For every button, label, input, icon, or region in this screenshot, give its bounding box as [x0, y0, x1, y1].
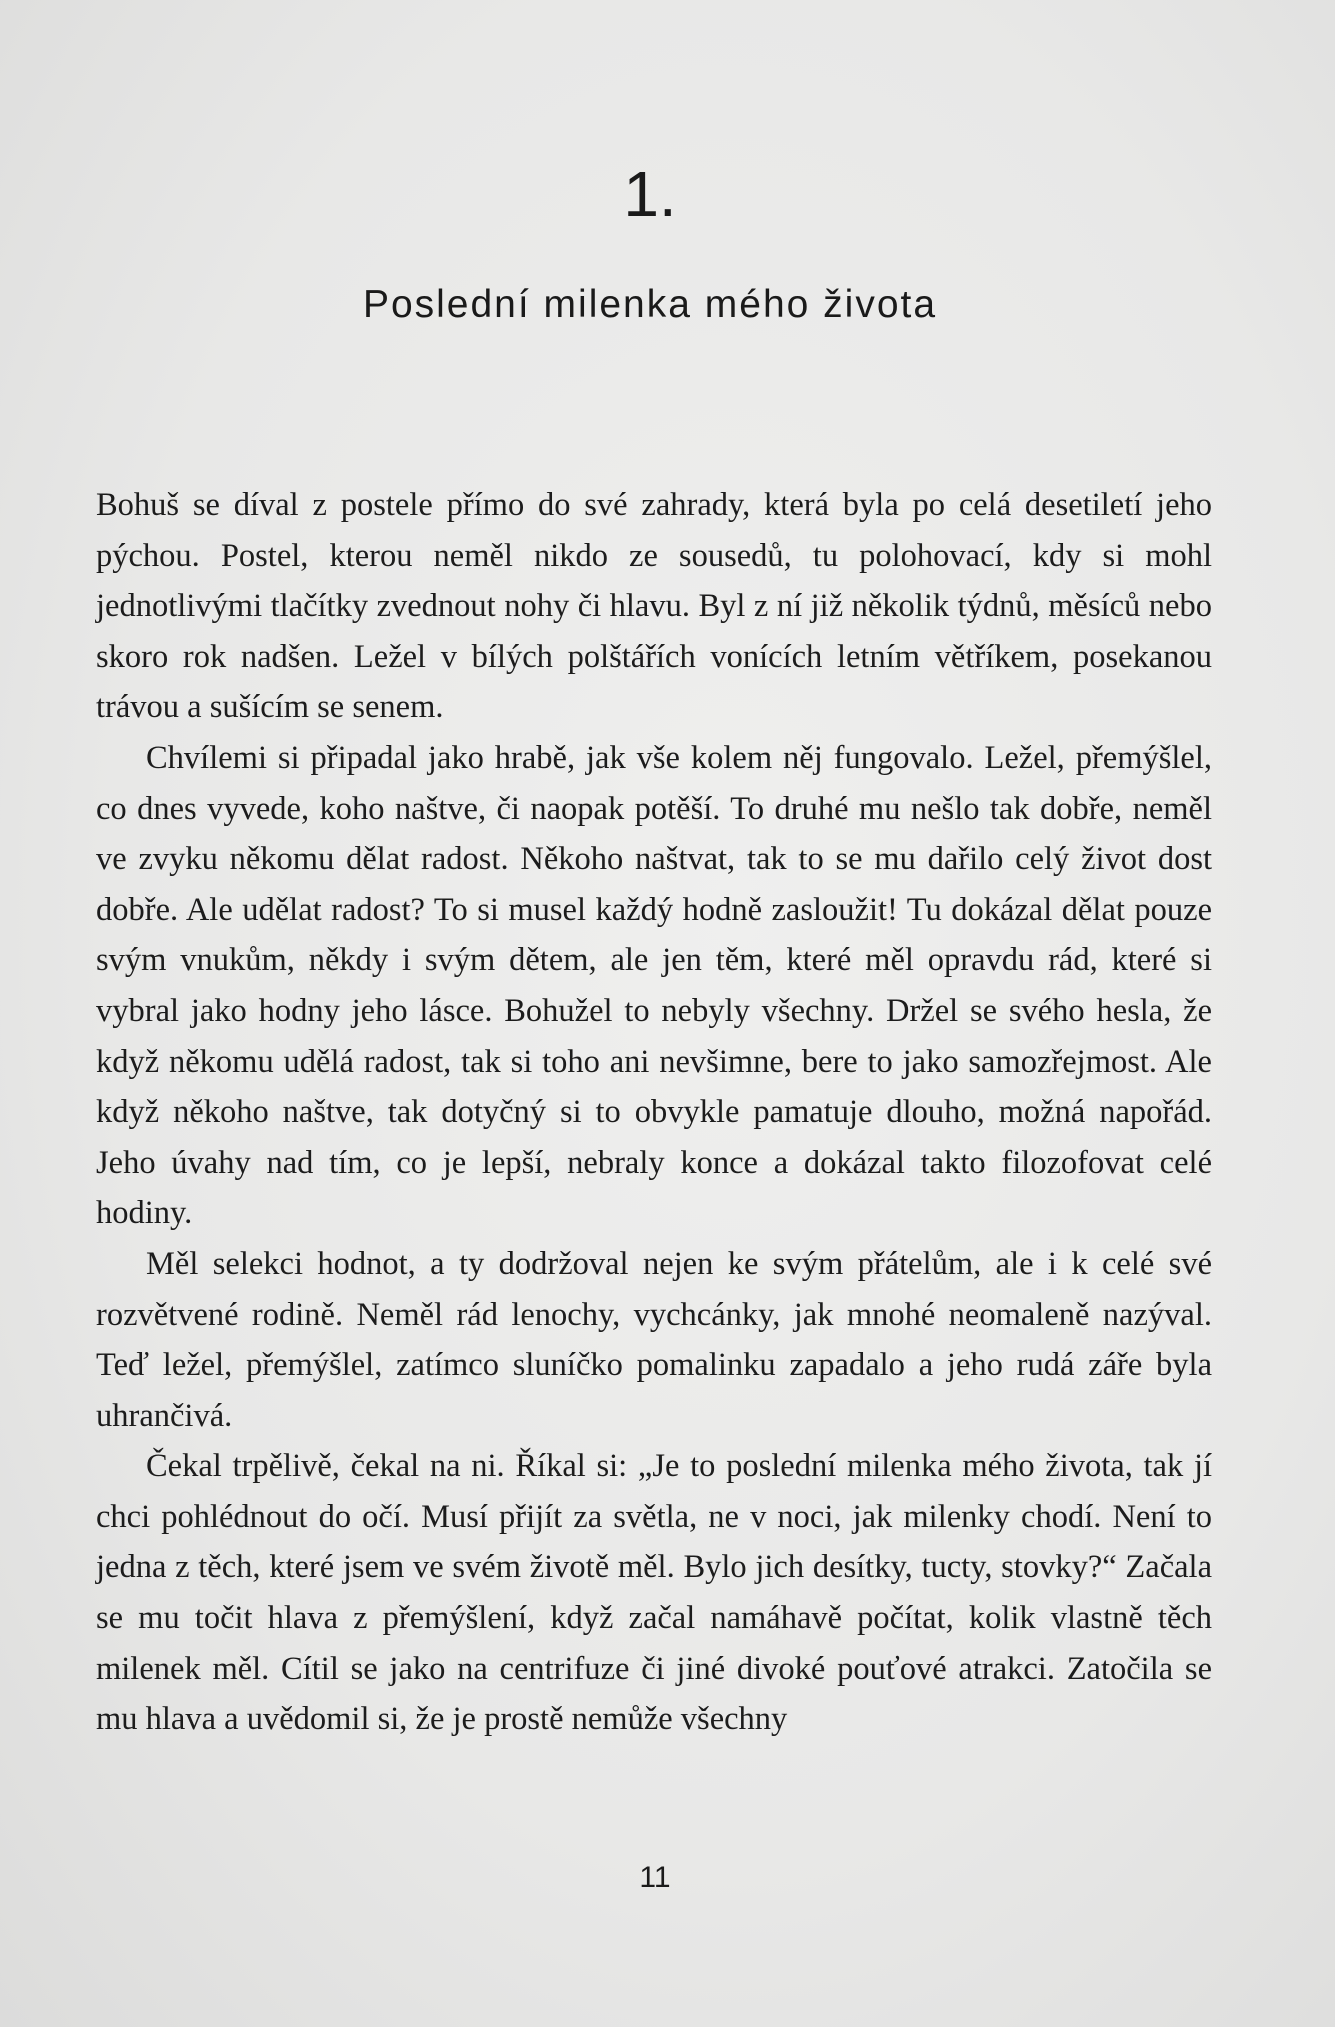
paragraph: Čekal trpělivě, čekal na ni. Říkal si: „Je to poslední milenka mého života, tak jí chci pohlédnout do očí. Musí přijít za světla, ne v noci, jak milenky chodí. Není to jedna z těch, které jsem ve svém životě měl. Bylo jich desítky, tucty, stovky?“ Začala se mu točit hlava z přemýšlení, když začal namáhavě počítat, kolik vlastně těch milenek měl. Cítil se jako na centrifuze či jiné divoké pouťové atrakci. Zatočila se mu hlava a uvědomil si, že je prostě nemůže všechny: [96, 1448, 1212, 1738]
paragraph: Měl selekci hodnot, a ty dodržoval nejen ke svým přátelům, ale i k celé své rozvětvené rodině. Neměl rád lenochy, vychcánky, jak mnohé neomaleně nazýval. Teď ležel, přemýšlel, zatímco sluníčko pomalinku zapadalo a jeho rudá záře byla uhrančivá.: [96, 1245, 1212, 1434]
page-number: 11: [639, 1861, 671, 1894]
chapter-title: Poslední milenka mého života: [362, 283, 938, 326]
chapter-number: 1.: [623, 158, 677, 230]
paragraph: Chvílemi si připadal jako hrabě, jak vše kolem něj fungovalo. Ležel, přemýšlel, co dnes vyvede, koho naštve, či naopak potěší. To druhé mu nešlo tak dobře, neměl ve zvyku někomu dělat radost. Někoho naštvat, tak to se mu dařilo celý život dost dobře. Ale udělat radost? To si musel každý hodně zasloužit! Tu dokázal dělat pouze svým vnukům, někdy i svým dětem, ale jen těm, které měl opravdu rád, které si vybral jako hodny jeho lásce. Bohužel to nebyly všechny. Držel se svého hesla, že když někomu udělá radost, tak si toho ani nevšimne, bere to jako samozřejmost. Ale když někoho naštve, tak dotyčný si to obvykle pamatuje dlouho, možná napořád. Jeho úvahy nad tím, co je lepší, nebraly konce a dokázal takto filozofovat celé hodiny.: [96, 739, 1212, 1232]
chapter-body: [96, 480, 1212, 1745]
paragraph: Bohuš se díval z postele přímo do své zahrady, která byla po celá desetiletí jeho pýchou. Postel, kterou neměl nikdo ze sousedů, tu polohovací, kdy si mohl jednotlivými tlačítky zvednout nohy či hlavu. Byl z ní již několik týdnů, měsíců nebo skoro rok nadšen. Ležel v bílých polštářích vonících letním větříkem, posekanou trávou a sušícím se senem.: [96, 487, 1212, 726]
